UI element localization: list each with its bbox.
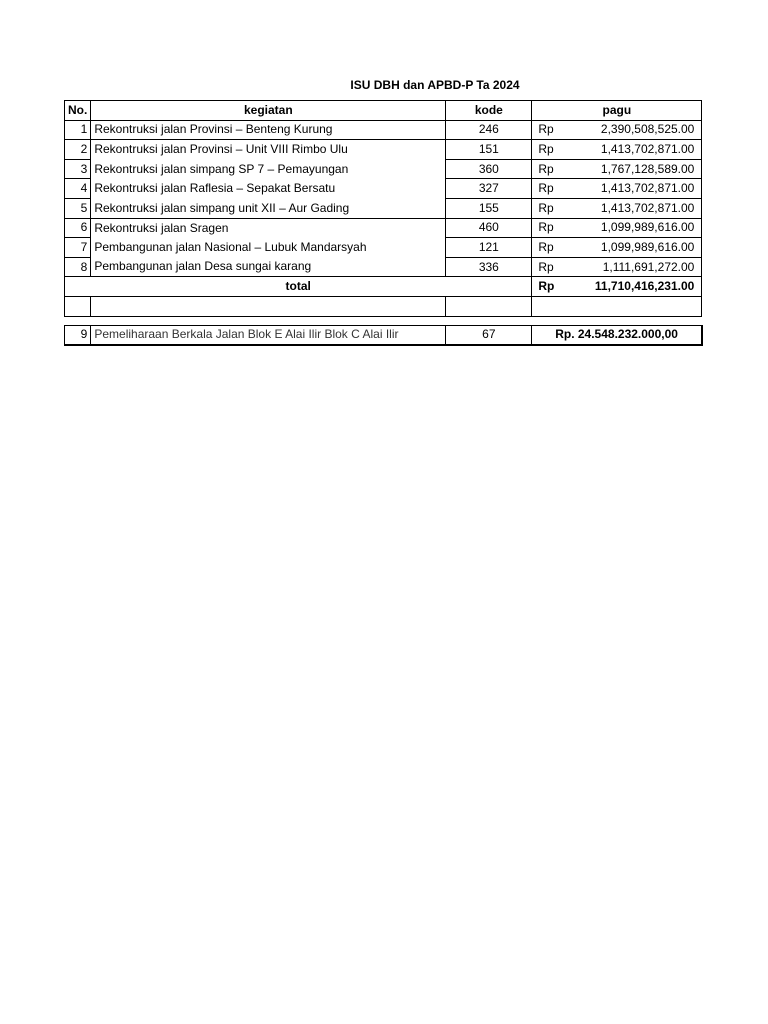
row-no: 5 <box>65 198 91 218</box>
row-kegiatan: Pembangunan jalan Nasional – Lubuk Mandarsyah <box>91 238 446 258</box>
empty-row <box>65 296 702 316</box>
row-amount: 1,099,989,616.00 <box>562 238 702 258</box>
row-amount: 1,099,989,616.00 <box>562 218 702 238</box>
header-pagu: pagu <box>532 101 702 121</box>
table-header-row <box>65 101 702 121</box>
row-kode: 151 <box>446 140 532 160</box>
total-amount: 11,710,416,231.00 <box>562 277 702 297</box>
empty-cell <box>91 296 446 316</box>
row-kegiatan: Rekontruksi jalan Sragen <box>91 218 446 238</box>
total-label: total <box>65 277 532 297</box>
row-kegiatan: Rekontruksi jalan simpang unit XII – Aur Gading <box>91 198 446 218</box>
table-row <box>65 238 702 258</box>
budget-table <box>64 100 703 346</box>
header-kegiatan: kegiatan <box>91 101 446 121</box>
row-kode: 67 <box>446 325 532 345</box>
row-currency: Rp <box>532 198 562 218</box>
empty-cell <box>65 296 91 316</box>
row-no: 6 <box>65 218 91 238</box>
row-currency: Rp <box>532 179 562 199</box>
table-row <box>65 198 702 218</box>
row-currency: Rp <box>532 140 562 160</box>
total-currency: Rp <box>532 277 562 297</box>
empty-cell <box>562 296 702 316</box>
row-amount: 1,413,702,871.00 <box>562 179 702 199</box>
row-amount: 1,413,702,871.00 <box>562 198 702 218</box>
row-kegiatan: Pembangunan jalan Desa sungai karang <box>91 257 446 277</box>
row-kegiatan: Rekontruksi jalan Provinsi – Unit VIII Rimbo Ulu <box>91 140 446 160</box>
empty-cell <box>532 296 562 316</box>
row-kode: 327 <box>446 179 532 199</box>
row-currency: Rp <box>532 257 562 277</box>
row-kode: 155 <box>446 198 532 218</box>
table-row <box>65 257 702 277</box>
row-amount: 1,413,702,871.00 <box>562 140 702 160</box>
spacer-row <box>65 316 702 325</box>
row-currency: Rp <box>532 159 562 179</box>
row-kegiatan: Rekontruksi jalan Provinsi – Benteng Kurung <box>91 120 446 140</box>
row-no: 9 <box>65 325 91 345</box>
row-kode: 360 <box>446 159 532 179</box>
row-no: 8 <box>65 257 91 277</box>
row-amount: 1,111,691,272.00 <box>562 257 702 277</box>
total-row <box>65 277 702 297</box>
table-row <box>65 218 702 238</box>
empty-cell <box>446 296 532 316</box>
row-no: 7 <box>65 238 91 258</box>
document-title: ISU DBH dan APBD-P Ta 2024 <box>350 78 520 92</box>
row-kode: 121 <box>446 238 532 258</box>
row-kegiatan: Rekontruksi jalan Raflesia – Sepakat Bersatu <box>91 179 446 199</box>
row-pagu: Rp. 24.548.232.000,00 <box>532 325 702 345</box>
table-row <box>65 179 702 199</box>
row-kode: 460 <box>446 218 532 238</box>
row-kode: 336 <box>446 257 532 277</box>
row-amount: 1,767,128,589.00 <box>562 159 702 179</box>
table-row <box>65 159 702 179</box>
header-kode: kode <box>446 101 532 121</box>
row-amount: 2,390,508,525.00 <box>562 120 702 140</box>
table-row <box>65 120 702 140</box>
row-no: 4 <box>65 179 91 199</box>
row-kegiatan: Pemeliharaan Berkala Jalan Blok E Alai Ilir Blok C Alai Ilir <box>91 325 446 345</box>
row-kegiatan: Rekontruksi jalan simpang SP 7 – Pemayungan <box>91 159 446 179</box>
additional-activity-row <box>65 325 702 345</box>
table-row <box>65 140 702 160</box>
row-no: 1 <box>65 120 91 140</box>
row-no: 2 <box>65 140 91 160</box>
row-no: 3 <box>65 159 91 179</box>
row-currency: Rp <box>532 238 562 258</box>
row-currency: Rp <box>532 218 562 238</box>
header-no: No. <box>65 101 91 121</box>
row-kode: 246 <box>446 120 532 140</box>
row-currency: Rp <box>532 120 562 140</box>
